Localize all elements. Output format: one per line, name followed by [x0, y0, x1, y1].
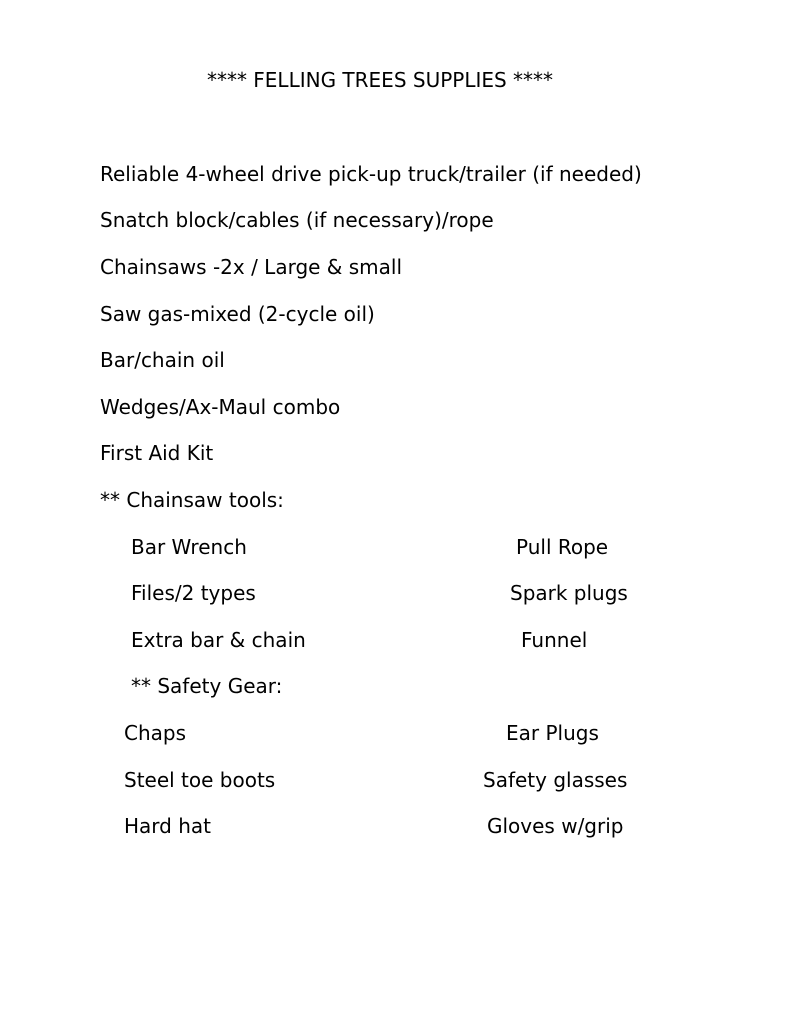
supply-item-wedges: Wedges/Ax-Maul combo [100, 395, 341, 419]
gear-item: Safety glasses [483, 768, 628, 792]
gear-item: Steel toe boots [124, 768, 276, 792]
supply-item-chainsaws: Chainsaws -2x / Large & small [100, 255, 403, 279]
tool-item: Funnel [521, 628, 588, 652]
supply-item-truck: Reliable 4-wheel drive pick-up truck/trailer (if needed) [100, 162, 642, 186]
supply-item-bar-oil: Bar/chain oil [100, 348, 225, 372]
tool-item: Pull Rope [516, 535, 609, 559]
tool-item: Files/2 types [131, 581, 256, 605]
gear-item: Chaps [124, 721, 187, 745]
gear-item: Gloves w/grip [487, 814, 624, 838]
safety-gear-heading: ** Safety Gear: [131, 674, 283, 698]
tool-item: Spark plugs [510, 581, 628, 605]
gear-item: Ear Plugs [506, 721, 599, 745]
tool-item: Extra bar & chain [131, 628, 306, 652]
chainsaw-tools-heading: ** Chainsaw tools: [100, 488, 284, 512]
supply-item-snatch-block: Snatch block/cables (if necessary)/rope [100, 208, 494, 232]
page-title: **** FELLING TREES SUPPLIES **** [206, 68, 554, 92]
supply-item-saw-gas: Saw gas-mixed (2-cycle oil) [100, 302, 375, 326]
tool-item: Bar Wrench [131, 535, 247, 559]
supply-item-first-aid: First Aid Kit [100, 441, 214, 465]
gear-item: Hard hat [124, 814, 211, 838]
